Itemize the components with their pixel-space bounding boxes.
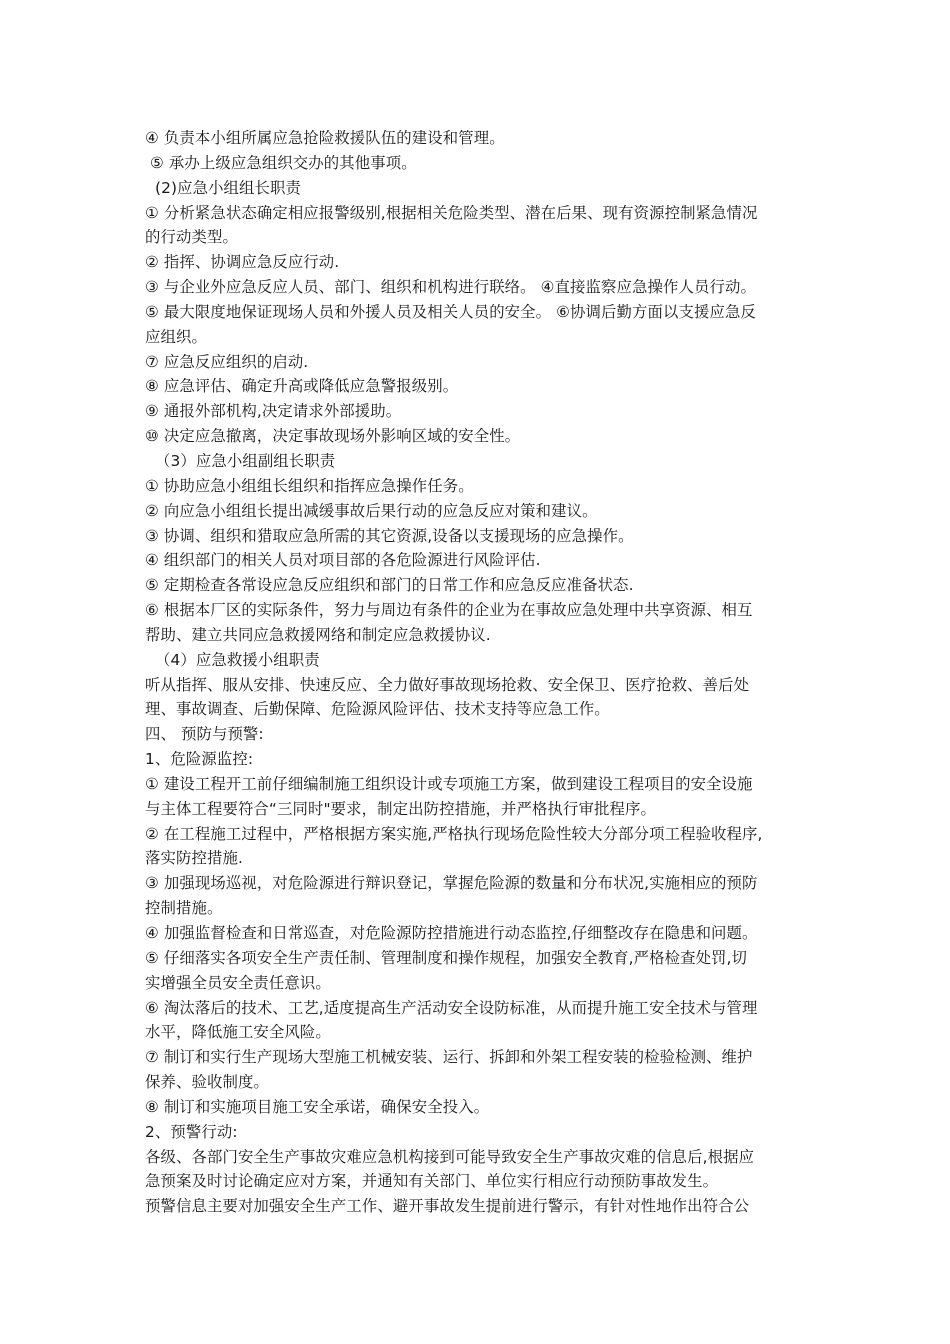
text-line: 的行动类型。 [145, 228, 238, 247]
text-line: ② 向应急小组组长提出减缓事故后果行动的应急反应对策和建议。 [145, 501, 598, 520]
section-heading: 四、 预防与预警: [145, 725, 264, 744]
text-line: ⑦ 制订和实行生产现场大型施工机械安装、运行、拆卸和外架工程安装的检验检测、维护 [145, 1048, 753, 1067]
text-line: 急预案及时讨论确定应对方案，并通知有关部门、单位实行相应行动预防事故发生。 [145, 1172, 719, 1191]
text-line: ④ 加强监督检查和日常巡查，对危险源防控措施进行动态监控,仔细整改存在隐患和问题。 [145, 924, 758, 942]
text-line: ② 指挥、协调应急反应行动. [145, 253, 340, 272]
text-line: 与主体工程要符合“三同时"要求，制定出防控措施，并严格执行审批程序。 [145, 799, 656, 818]
text-line: ⑨ 通报外部机构,决定请求外部援助。 [145, 402, 402, 421]
text-line: 理、事故调查、后勤保障、危险源风险评估、技术支持等应急工作。 [145, 700, 610, 719]
text-line: 保养、验收制度。 [145, 1073, 269, 1092]
text-line: ② 在工程施工过程中，严格根据方案实施,严格执行现场危险性较大分部分项工程验收程序, [145, 824, 763, 843]
text-line: 实增强全员安全责任意识。 [145, 973, 331, 992]
text-line: 落实防控措施. [145, 849, 243, 868]
text-line: 帮助、建立共同应急救援网络和制定应急救援协议. [145, 625, 491, 644]
text-line: ⑦ 应急反应组织的启动. [145, 352, 309, 371]
text-line: ④ 负责本小组所属应急抢险救援队伍的建设和管理。 [145, 129, 505, 147]
text-line: 各级、各部门安全生产事故灾难应急机构接到可能导致安全生产事故灾难的信息后,根据应 [145, 1147, 755, 1166]
text-line: ⑤ 定期检查各常设应急反应组织和部门的日常工作和应急反应准备状态. [145, 576, 634, 595]
text-line: ⑤ 最大限度地保证现场人员和外援人员及相关人员的安全。 ⑥协调后勤方面以支援应急反 [145, 302, 756, 321]
text-line: 控制措施。 [145, 899, 223, 918]
text-line: ③ 协调、组织和猎取应急所需的其它资源,设备以支援现场的应急操作。 [145, 526, 634, 545]
text-line: ⑤ 仔细落实各项安全生产责任制、管理制度和操作规程，加强安全教育,严格检查处罚,切 [145, 948, 748, 967]
text-line: ⑥ 淘汰落后的技术、工艺,适度提高生产活动安全设防标准，从而提升施工安全技术与管理 [145, 998, 758, 1017]
text-line: ③ 与企业外应急反应人员、部门、组织和机构进行联络。 ④直接监察应急操作人员行动。 [145, 278, 756, 297]
section-heading: 1、危险源监控: [145, 750, 254, 769]
text-line: ① 协助应急小组组长组织和指挥应急操作任务。 [145, 476, 474, 495]
document-body [145, 126, 815, 1219]
section-heading: （4）应急救援小组职责 [145, 650, 320, 669]
text-line: ⑧ 应急评估、确定升高或降低应急警报级别。 [145, 377, 459, 396]
text-line: 水平，降低施工安全风险。 [145, 1023, 331, 1042]
text-line: ① 建设工程开工前仔细编制施工组织设计或专项施工方案，做到建设工程项目的安全设施 [145, 774, 753, 793]
section-heading: （3）应急小组副组长职责 [145, 451, 336, 470]
text-line: 应组织。 [145, 327, 207, 346]
text-line: ⑧ 制订和实施项目施工安全承诺，确保安全投入。 [145, 1097, 490, 1116]
section-heading: 2、预警行动: [145, 1122, 238, 1141]
text-line: ⑥ 根据本厂区的实际条件，努力与周边有条件的企业为在事故应急处理中共享资源、相互 [145, 601, 753, 620]
text-line: ① 分析紧急状态确定相应报警级别,根据相关危险类型、潜在后果、现有资源控制紧急情况 [145, 203, 758, 222]
text-line: ⑩ 决定应急撤离，决定事故现场外影响区域的安全性。 [145, 427, 521, 446]
text-line: ④ 组织部门的相关人员对项目部的各危险源进行风险评估. [145, 551, 541, 570]
text-line: ⑤ 承办上级应急组织交办的其他事项。 [145, 153, 417, 172]
text-line: 听从指挥、服从安排、快速反应、全力做好事故现场抢救、安全保卫、医疗抢救、善后处 [145, 675, 750, 694]
text-line: ③ 加强现场巡视，对危险源进行辩识登记，掌握危险源的数量和分布状况,实施相应的预防 [145, 874, 758, 893]
section-heading: (2)应急小组组长职责 [145, 178, 302, 197]
text-line: 预警信息主要对加强安全生产工作、避开事故发生提前进行警示，有针对性地作出符合公 [145, 1197, 750, 1216]
